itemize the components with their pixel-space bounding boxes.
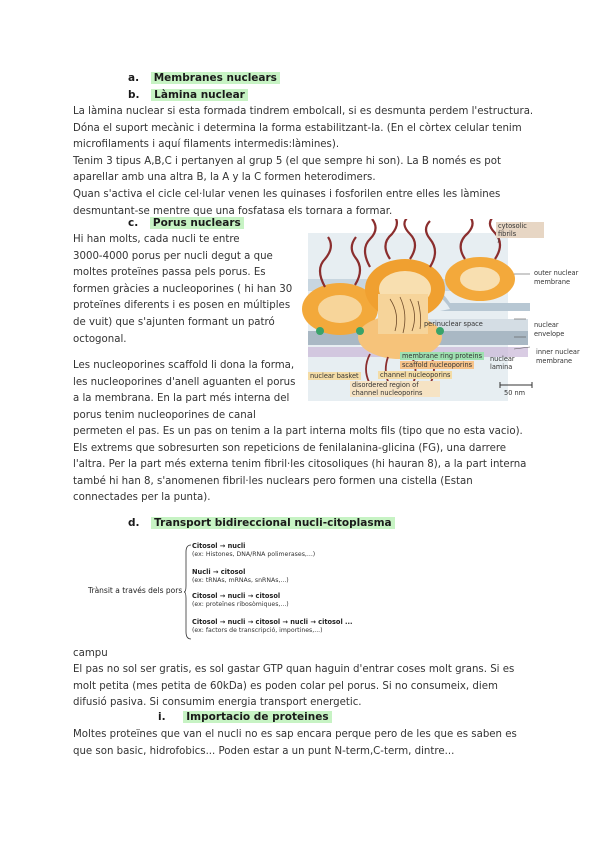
transport-item-sub: (ex: proteïnes ribosòmiques,...) [192,601,289,608]
text-line: Hi han molts, cada nucli te entre [73,234,240,245]
gtp-paragraph [73,662,529,712]
label-scale: 50 nm [504,389,526,397]
text-line: La làmina nuclear si esta formada tindrem embolcall, si es desmunta perdem l'estructura. [73,106,534,117]
section-b-letter: b. [128,89,140,101]
left-scaffold-inner [318,295,362,323]
text-line: que son basic, hidrofobics... Poden estar a un punt N-term,C-term, dintre... [73,745,455,757]
label-inner-membrane: inner nuclear membrane [536,348,580,365]
label-perinuclear-space: perinuclear space [424,320,483,328]
label-scaffold: scaffold nucleoporins [402,361,473,369]
section-b-title: Làmina nuclear [151,89,248,101]
lamina-paragraph [73,104,534,220]
transport-item-sub: (ex: Histones, DNA/RNA polimerases,...) [192,551,316,558]
nuclear-pore-figure [300,219,590,405]
text-line: porus tenim nucleoporines de canal [73,409,256,421]
text-line: a la membrana. En la part més interna del [73,393,290,405]
text-line: Tenim 3 tipus A,B,C i pertanyen al grup 5 (el que sempre hi son). La B només es pot [73,155,502,167]
text-line: 3000-4000 porus per nucli degut a que [73,250,273,262]
transport-item-sub: (ex: factors de transcripció, importines,...) [192,627,323,634]
section-d-title: Transport bidireccional nucli-citoplasma [151,517,394,529]
porus-left-paragraph [73,232,297,348]
transport-item-title: Nucli → citosol [192,568,246,576]
text-line: Dóna el suport mecànic i determina la forma estabilitzant-la. (En el còrtex celular tenim [73,122,522,134]
membrane-ring-protein [356,327,364,335]
transport-label: Trànsit a través dels pors [88,586,183,595]
section-i-letter: i. [158,711,166,723]
label-membrane-ring: membrane ring proteins [402,352,483,360]
section-a-letter: a. [128,72,140,84]
transport-item [192,618,353,635]
section-c-letter: c. [128,217,139,229]
section-a-heading [128,72,280,84]
section-c-title: Porus nuclears [150,217,244,229]
transport-item-title: Citosol → nucli → citosol → nucli → citosol ... [192,618,353,626]
text-line: aparellar amb una altra B, la A y la C formen heterodimers. [73,172,376,184]
text-line: de vuit) que s'ajunten formant un patró [73,316,275,328]
label-channel: channel nucleoporins [380,371,451,379]
text-line: connectades per la punta). [73,492,211,504]
porus-left-paragraph-2 [73,358,297,424]
label-nuclear-envelope: nuclear envelope [534,321,565,338]
section-a-title: Membranes nuclears [151,72,280,84]
transport-item-title: Citosol → nucli [192,542,246,550]
text-line: Moltes proteïnes que van el nucli no es sap encara perque pero de les que es saben es [73,729,517,740]
text-line: l'altra. Per la part més externa tenim fibril·les citosoliques (hi hauran 8), a la part interna [73,459,527,471]
transport-item-sub: (ex: tRNAs, mRNAs, snRNAs,...) [192,577,289,584]
membrane-ring-protein [316,327,324,335]
text-line: microfilaments i aquí filaments intermedis:làmines). [73,139,340,151]
text-line: també hi han 8, s'anomenen fibril·les nuclears pero formen una cistella (Estan [73,475,473,487]
transport-diagram [88,542,353,642]
text-line: octogonal. [73,333,127,345]
transport-item [192,568,289,585]
section-i-heading [158,711,332,723]
text-line: formen gràcies a nucleoporines ( hi han 30 [73,283,293,295]
label-basket: nuclear basket [310,372,359,380]
section-i-title: Importacio de proteines [183,711,331,723]
text-line: Quan s'activa el cicle cel·lular venen les quinases i fosforilen entre elles les làmines [73,188,501,200]
text-line: les nucleoporines d'anell aguanten el porus [73,376,296,388]
section-b-heading [128,89,248,101]
section-c-heading [128,217,244,229]
label-cytosolic-fibrils: cytosolic fibrils [496,222,544,238]
text-line: desmuntant-se mentre que una fosfatasa els tornara a formar. [73,205,393,217]
transport-item [192,592,289,609]
section-d-heading [128,517,395,529]
transport-item [192,542,315,559]
text-line: Les nucleoporines scaffold li dona la forma, [73,360,295,371]
text-line: permeten el pas. Es un pas on tenim a la part interna molts fils (tipo que no esta vacio). [73,426,523,437]
right-scaffold-inner [460,267,500,291]
transport-item-title: Citosol → nucli → citosol [192,592,281,600]
porus-full-paragraph [73,424,529,507]
text-line: proteïnes diferents i es posen en múltiples [73,300,291,312]
label-nuclear-lamina: nuclear lamina [490,355,515,371]
transport-brace [184,544,192,640]
label-outer-membrane: outer nuclear membrane [534,269,579,286]
text-line: moltes proteïnes passa pels porus. Es [73,267,266,279]
campu-text: campu [73,648,108,659]
text-line: difusió pasiva. Si consumim energia transport energetic. [73,697,362,709]
text-line: molt petita (mes petita de 60kDa) es poden colar pel porus. Si no consumeix, diem [73,680,498,692]
membrane-ring-protein [436,327,444,335]
section-d-letter: d. [128,517,140,529]
text-line: Els extrems que sobresurten son repeticions de fenilalanina-glicina (FG), una darrere [73,442,507,454]
label-disordered: disordered region of channel nucleoporins [350,381,440,397]
text-line: El pas no sol ser gratis, es sol gastar GTP quan haguin d'entrar coses molt grans. Si es [73,664,515,675]
import-paragraph [73,727,529,760]
